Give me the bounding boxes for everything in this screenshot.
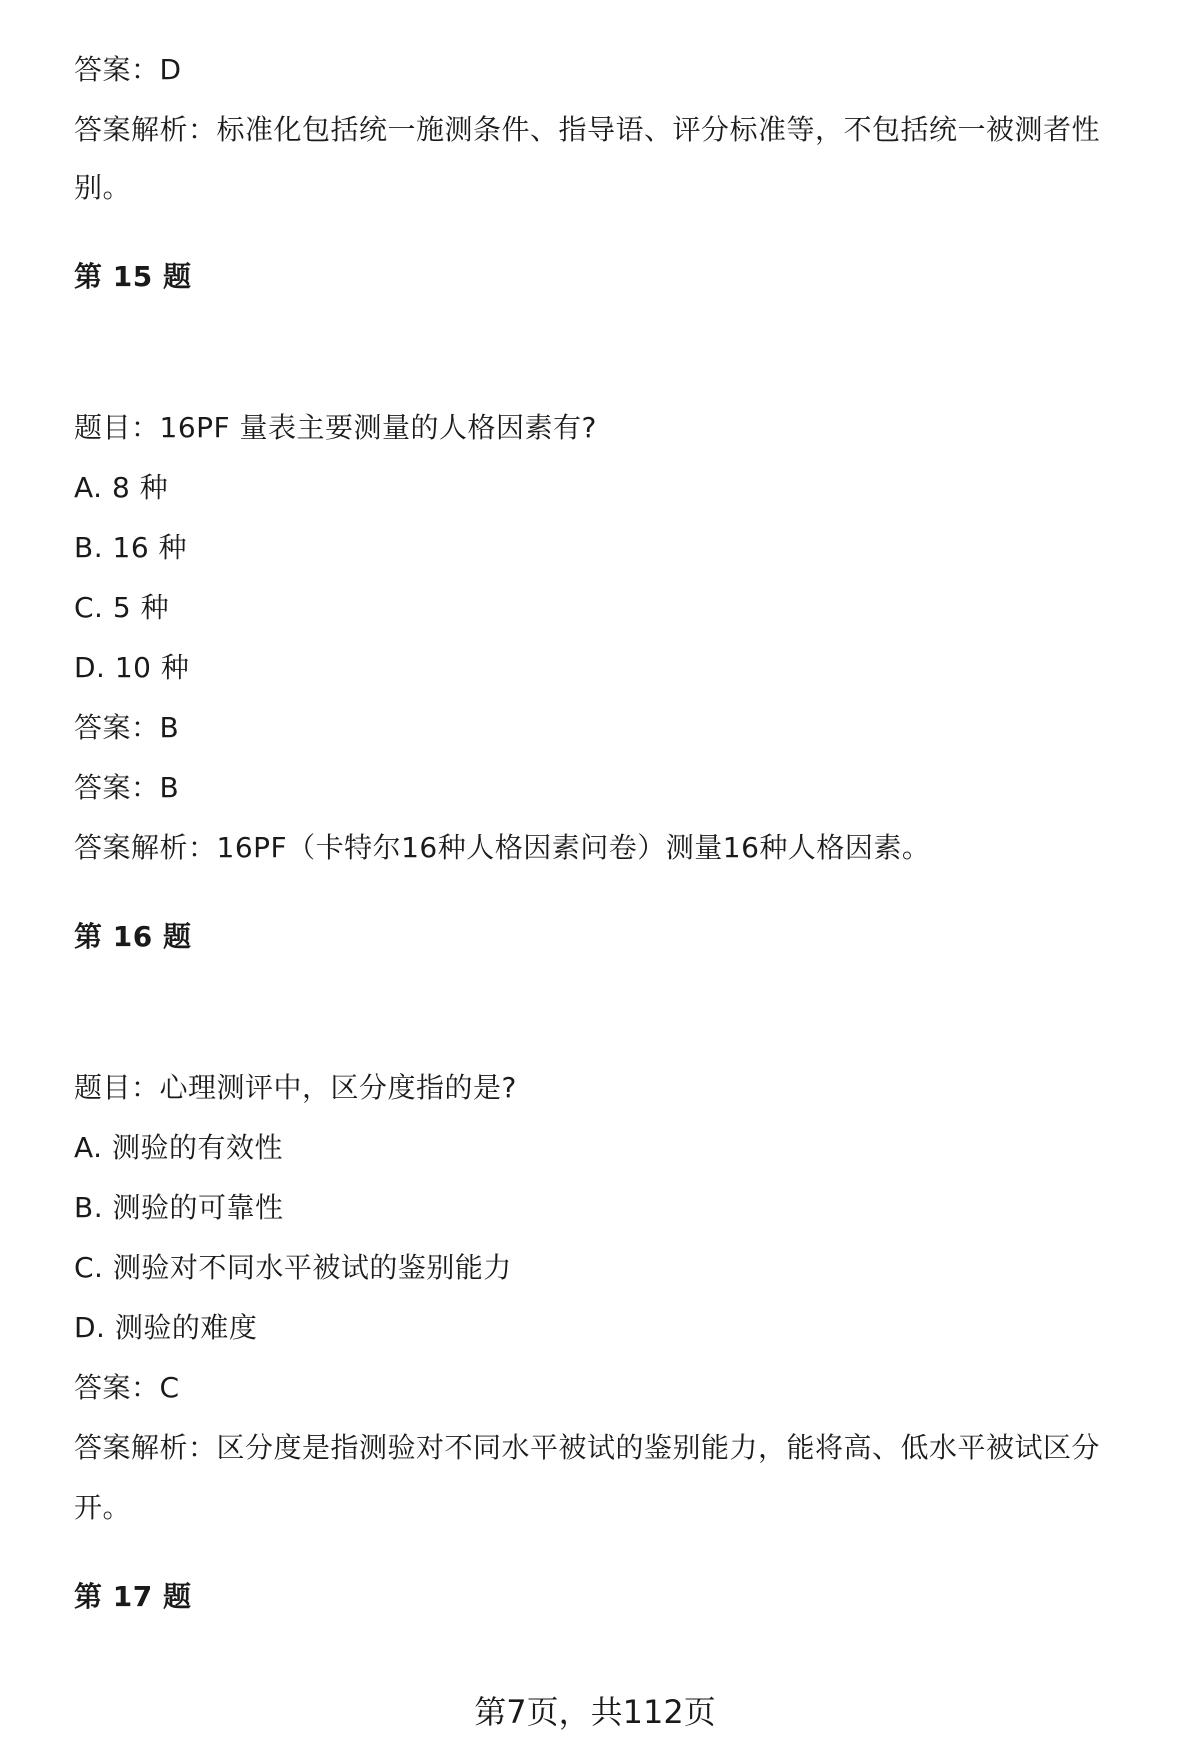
question-heading: 第 16 题: [74, 920, 192, 953]
analysis-line: 答案解析：16PF（卡特尔16种人格因素问卷）测量16种人格因素。: [74, 831, 931, 864]
answer-line-repeat: 答案：B: [74, 771, 180, 804]
question-heading: 第 17 题: [74, 1580, 192, 1613]
analysis-line-continued: 开。: [74, 1491, 132, 1524]
question-heading: 第 15 题: [74, 260, 192, 293]
page-number-footer: 第7页，共112页: [474, 1693, 716, 1731]
answer-line: 答案：D: [74, 53, 182, 86]
answer-line: 答案：C: [74, 1371, 180, 1404]
question-stem: 题目：16PF 量表主要测量的人格因素有?: [74, 411, 597, 444]
option-c: C. 测验对不同水平被试的鉴别能力: [74, 1251, 512, 1284]
option-b: B. 测验的可靠性: [74, 1191, 284, 1224]
analysis-line-continued: 别。: [74, 171, 132, 204]
answer-line: 答案：B: [74, 711, 180, 744]
option-b: B. 16 种: [74, 531, 188, 564]
option-a: A. 测验的有效性: [74, 1131, 283, 1164]
analysis-line: 答案解析：标准化包括统一施测条件、指导语、评分标准等，不包括统一被测者性: [74, 113, 1101, 146]
option-d: D. 10 种: [74, 651, 190, 684]
option-a: A. 8 种: [74, 471, 169, 504]
option-d: D. 测验的难度: [74, 1311, 258, 1344]
option-c: C. 5 种: [74, 591, 170, 624]
question-stem: 题目：心理测评中，区分度指的是?: [74, 1071, 517, 1104]
analysis-line: 答案解析：区分度是指测验对不同水平被试的鉴别能力，能将高、低水平被试区分: [74, 1431, 1101, 1464]
